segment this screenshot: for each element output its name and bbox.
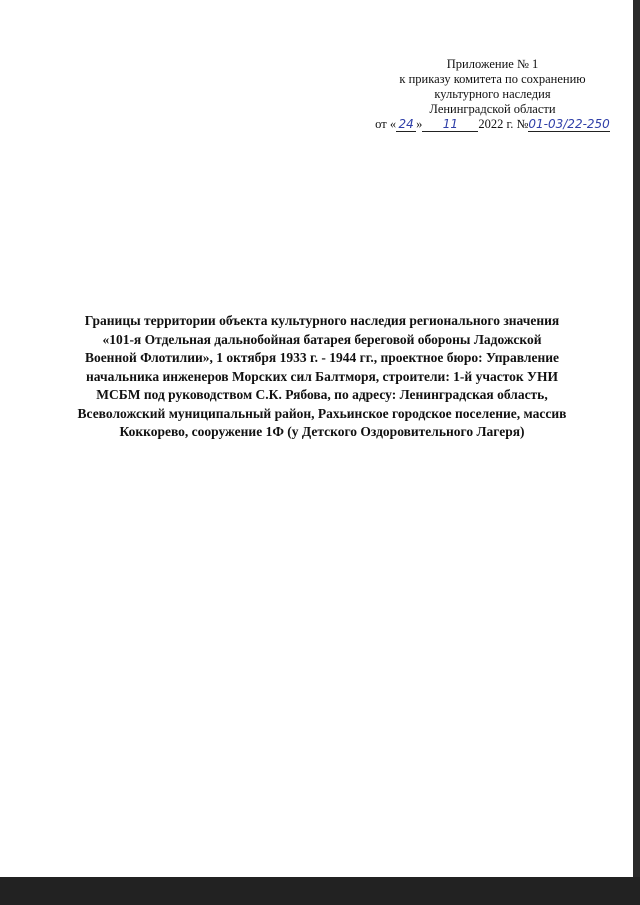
scan-border-right	[633, 0, 640, 905]
appendix-header	[365, 57, 620, 132]
title-line: Всеволожский муниципальный район, Рахьинское городское поселение, массив	[77, 405, 567, 421]
scan-border-bottom	[0, 877, 640, 905]
handwritten-order-number: 01-03/22-250	[528, 117, 610, 131]
appendix-date-line	[365, 117, 620, 132]
appendix-region: Ленинградской области	[429, 102, 556, 116]
date-mid: »	[416, 117, 423, 131]
title-line: Границы территории объекта культурного наследия регионального значения	[84, 313, 560, 328]
date-prefix: от «	[375, 117, 397, 131]
title-line: Коккорево, сооружение 1Ф (у Детского Оздоровительного Лагеря)	[119, 424, 525, 439]
appendix-order-ref: к приказу комитета по сохранению	[399, 72, 586, 86]
handwritten-month: 11	[422, 118, 478, 132]
title-line: «101-я Отдельная дальнобойная батарея береговой обороны Ладожской	[102, 331, 542, 347]
title-line: Военной Флотилии», 1 октября 1933 г. - 1944 гг., проектное бюро: Управление	[84, 350, 560, 365]
title-line: начальника инженеров Морских сил Балтморя, строители: 1-й участок УНИ	[86, 368, 558, 384]
date-year: 2022 г. №	[478, 117, 529, 131]
appendix-number: Приложение № 1	[446, 57, 539, 71]
handwritten-day: 24	[396, 118, 416, 132]
title-line: МСБМ под руководством С.К. Рябова, по адресу: Ленинградская область,	[96, 387, 548, 402]
appendix-committee: культурного наследия	[434, 87, 551, 101]
document-title	[66, 312, 578, 442]
